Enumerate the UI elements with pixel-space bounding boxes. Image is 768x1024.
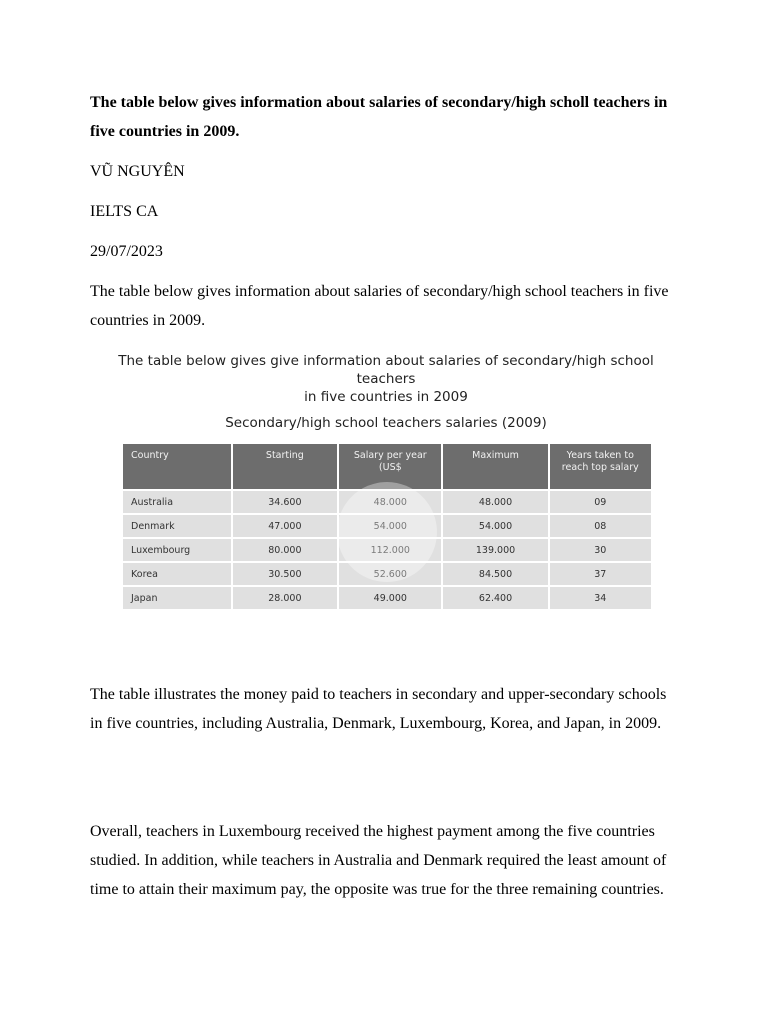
cell-salary: 49.000 [339, 587, 441, 609]
cell-years: 30 [550, 539, 651, 561]
cell-maximum: 62.400 [443, 587, 547, 609]
header-starting [233, 444, 337, 489]
paragraph-introduction: The table illustrates the money paid to teachers in secondary and upper-secondary schools in five countries, including Australia, Denmark, Luxembourg, Korea, and Japan, in 2009. [90, 686, 667, 732]
header-years [550, 444, 651, 489]
cell-starting: 47.000 [233, 515, 337, 537]
header-country [123, 444, 231, 489]
cell-years: 08 [550, 515, 651, 537]
cell-salary: 54.000 [339, 515, 441, 537]
cell-salary: 112.000 [339, 539, 441, 561]
cell-country: Luxembourg [123, 539, 231, 561]
cell-maximum: 54.000 [443, 515, 547, 537]
header-country-label: Country [131, 450, 169, 461]
cell-starting: 28.000 [233, 587, 337, 609]
table-row [123, 563, 651, 585]
cell-starting: 34.600 [233, 491, 337, 513]
cell-years: 09 [550, 491, 651, 513]
cell-starting: 30.500 [233, 563, 337, 585]
cell-years: 37 [550, 563, 651, 585]
header-maximum [443, 444, 547, 489]
table-row [123, 515, 651, 537]
cell-country: Korea [123, 563, 231, 585]
header-salary-label-1: Salary per year [353, 450, 427, 461]
class-name: IELTS CA [90, 203, 159, 220]
document-header [90, 88, 680, 335]
essay-heading: The table below gives information about salaries of secondary/high scholl teachers in five countries in 2009. [90, 94, 668, 140]
table-row [123, 587, 651, 609]
header-years-label-1: Years taken to [566, 450, 634, 461]
cell-maximum: 84.500 [443, 563, 547, 585]
header-maximum-label: Maximum [472, 450, 519, 461]
table-row [123, 491, 651, 513]
author-name: VŨ NGUYÊN [90, 163, 185, 180]
salary-table [121, 442, 653, 611]
cell-salary: 48.000 [339, 491, 441, 513]
table-header-row [123, 444, 651, 489]
header-salary [339, 444, 441, 489]
cell-years: 34 [550, 587, 651, 609]
task-figure [97, 348, 675, 620]
table-title: Secondary/high school teachers salaries (2009) [225, 415, 547, 431]
cell-salary: 52.600 [339, 563, 441, 585]
header-starting-label: Starting [265, 450, 304, 461]
cell-country: Australia [123, 491, 231, 513]
figure-title [97, 352, 675, 406]
task-prompt: The table below gives information about salaries of secondary/high school teachers in five countries in 2009. [90, 283, 669, 329]
header-years-label-2: reach top salary [561, 462, 639, 473]
figure-title-line-2: in five countries in 2009 [304, 389, 468, 405]
cell-starting: 80.000 [233, 539, 337, 561]
cell-maximum: 139.000 [443, 539, 547, 561]
figure-title-line-1: The table below gives give information about salaries of secondary/high school teachers [118, 353, 654, 387]
table-row [123, 539, 651, 561]
cell-country: Denmark [123, 515, 231, 537]
header-salary-label-2: (US$ [378, 462, 402, 473]
cell-country: Japan [123, 587, 231, 609]
essay-date: 29/07/2023 [90, 243, 163, 260]
cell-maximum: 48.000 [443, 491, 547, 513]
paragraph-overview: Overall, teachers in Luxembourg received the highest payment among the five countries studied. In addition, while teachers in Australia and Denmark required the least amount of time to attain their maximum pay, the opposite was true for the three remaining countries. [90, 823, 667, 898]
